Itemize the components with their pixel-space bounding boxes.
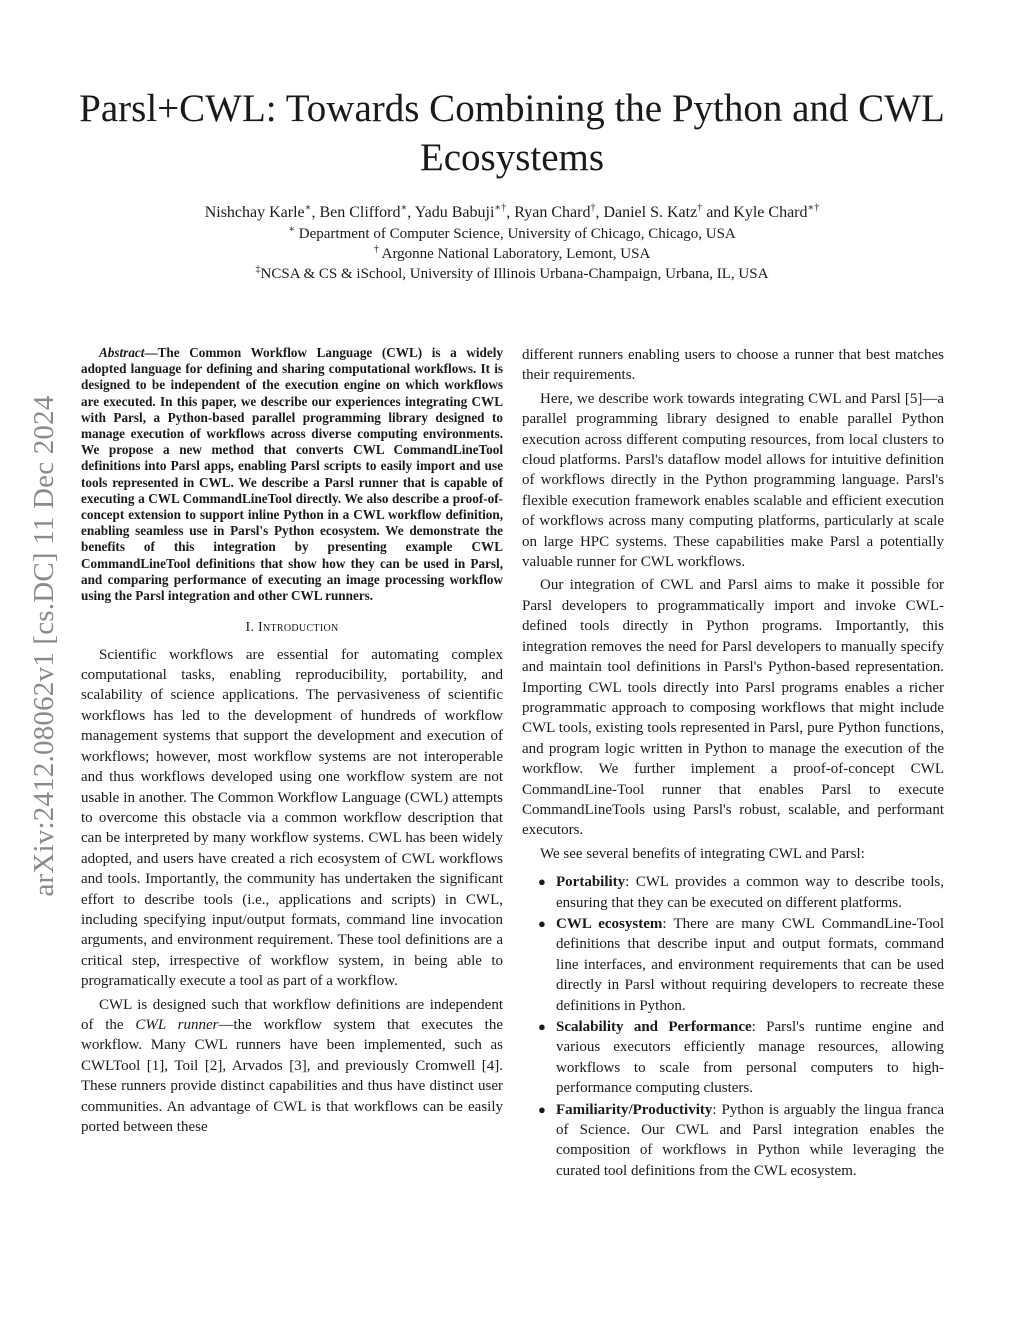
paper-title: Parsl+CWL: Towards Combining the Python and CWL Ecosystems bbox=[79, 87, 945, 179]
author: Nishchay Karle∗, bbox=[204, 202, 320, 221]
benefits-list bbox=[522, 872, 944, 1181]
affiliation: ‡NCSA & CS & iSchool, University of Illinois Urbana-Champaign, Urbana, IL, USA bbox=[255, 264, 769, 282]
body-paragraph: Here, we describe work towards integrating CWL and Parsl [5]—a parallel programming library designed to enable parallel Python execution across different computing resources, from local clusters to cloud platforms. Parsl's dataflow model allows for intuitive definition of workflows directly in the Python programming language. Parsl's flexible execution framework enables scalable and efficient execution of workflows across many computing platforms, particularly at scale on large HPC systems. These capabilities make Parsl a potentially valuable runner for CWL workflows. bbox=[522, 390, 944, 571]
author: Kyle Chard∗† bbox=[733, 202, 820, 221]
body-paragraph: Scientific workflows are essential for automating complex computational tasks, enabling reproducibility, portability, and scalability of science applications. The pervasiveness of scientific workflows has led to the development of hundreds of workflow management systems that support the development and execution of workflows; however, most workflow systems are not interoperable and thus workflows developed using one workflow system are not usable in another. The Common Workflow Language (CWL) attempts to overcome this obstacle via a common workflow description that can be interpreted by many workflow systems. CWL has been widely adopted, and users have created a rich ecosystem of CWL workflows and tools. Importantly, the community has undertaken the significant effort to describe tools (i.e., applications and scripts) in CWL, including specifying input/output formats, command line invocation arguments, and environment requirement. These tool definitions are a critical step, irrespective of workflow system, in being able to programatically execute a tool as part of a workflow. bbox=[81, 646, 503, 990]
author: Daniel S. Katz† and bbox=[603, 202, 734, 221]
abstract-text: —The Common Workflow Language (CWL) is a widely adopted language for defining and sharing computational workflows. It is designed to be independent of the execution engine on which workflows are executed. In this paper, we describe our experiences integrating CWL with Parsl, a Python-based parallel programming library designed to manage execution of workflows across diverse computing environments. We propose a new method that converts CWL CommandLineTool definitions into Parsl apps, enabling Parsl scripts to easily import and use tools represented in CWL. We describe a Parsl runner that is capable of executing a CWL CommandLineTool directly. We also describe a proof-of-concept extension to support inline Python in a CWL workflow definition, enabling seamless use in Parsl's Python ecosystem. We demonstrate the benefits of this integration by presenting example CWL CommandLineTool definitions that show how they can be used in Parsl, and comparing performance of executing an image processing workflow using the Parsl integration and other CWL runners. bbox=[81, 345, 503, 604]
bullet-icon: ● bbox=[538, 1101, 546, 1117]
left-column bbox=[81, 345, 503, 1140]
right-column bbox=[522, 345, 944, 1182]
section-heading: I. Introduction bbox=[245, 620, 339, 636]
list-item: ● Portability: CWL provides a common way to describe tools, ensuring that they can be executed on different platforms. bbox=[538, 874, 944, 911]
affiliation: † Argonne National Laboratory, Lemont, USA bbox=[373, 244, 651, 262]
body-paragraph: We see several benefits of integrating CWL and Parsl: bbox=[540, 845, 865, 862]
body-paragraph: CWL is designed such that workflow definitions are independent of the CWL runner—the workflow system that executes the workflow. Many CWL runners have been implemented, such as CWLTool [1], Toil [2], Arvados [3], and previously Cromwell [4]. These runners provide distinct capabilities and thus have distinct user communities. An advantage of CWL is that workflows can be easily ported between these bbox=[81, 996, 503, 1135]
list-item: ● Scalability and Performance: Parsl's runtime engine and various executors efficiently manage resources, allowing workflows to scale from personal computers to high-performance computing clusters. bbox=[538, 1019, 944, 1097]
author: Ryan Chard†, bbox=[514, 202, 604, 221]
body-paragraph: Our integration of CWL and Parsl aims to make it possible for Parsl developers to programmatically import and invoke CWL-defined tools directly in Python programs. Importantly, this integration removes the need for Parsl developers to manually specify and maintain tool definitions in Parsl's Python-based representation. Importing CWL tools directly into Parsl programs enables a richer programmatic approach to composing workflows that might include CWL tools, existing tools represented in Parsl, pure Python functions, and program logic written in Python to manage the execution of the workflow. We further implement a proof-of-concept CWL CommandLine-Tool runner that enables Parsl to execute CommandLineTools using Parsl's robust, scalable, and performant executors. bbox=[522, 577, 944, 839]
bullet-icon: ● bbox=[538, 1019, 546, 1034]
list-item: ● Familiarity/Productivity: Python is arguably the lingua franca of Science. Our CWL and Parsl integration enables the composition of workflows in Python while leveraging the curated tool definitions from the CWL ecosystem. bbox=[538, 1101, 944, 1179]
bullet-icon: ● bbox=[538, 915, 546, 931]
affiliation: ∗ Department of Computer Science, University of Chicago, Chicago, USA bbox=[288, 224, 736, 242]
list-item: ● CWL ecosystem: There are many CWL CommandLine-Tool definitions that describe input and output formats, command line interfaces, and environment requirements that can be used directly in Parsl without requiring developers to recreate these definitions in Python. bbox=[538, 915, 944, 1014]
abstract bbox=[81, 345, 503, 604]
body-paragraph: different runners enabling users to choose a runner that best matches their requirements. bbox=[522, 347, 944, 384]
bullet-icon: ● bbox=[538, 874, 546, 890]
author: Ben Clifford∗, bbox=[319, 202, 415, 221]
author-list bbox=[40, 202, 984, 223]
abstract-label: Abstract bbox=[99, 345, 145, 360]
arxiv-identifier[interactable]: arXiv:2412.08062v1 [cs.DC] 11 Dec 2024 bbox=[28, 395, 60, 897]
author: Yadu Babuji∗†, bbox=[414, 202, 515, 221]
